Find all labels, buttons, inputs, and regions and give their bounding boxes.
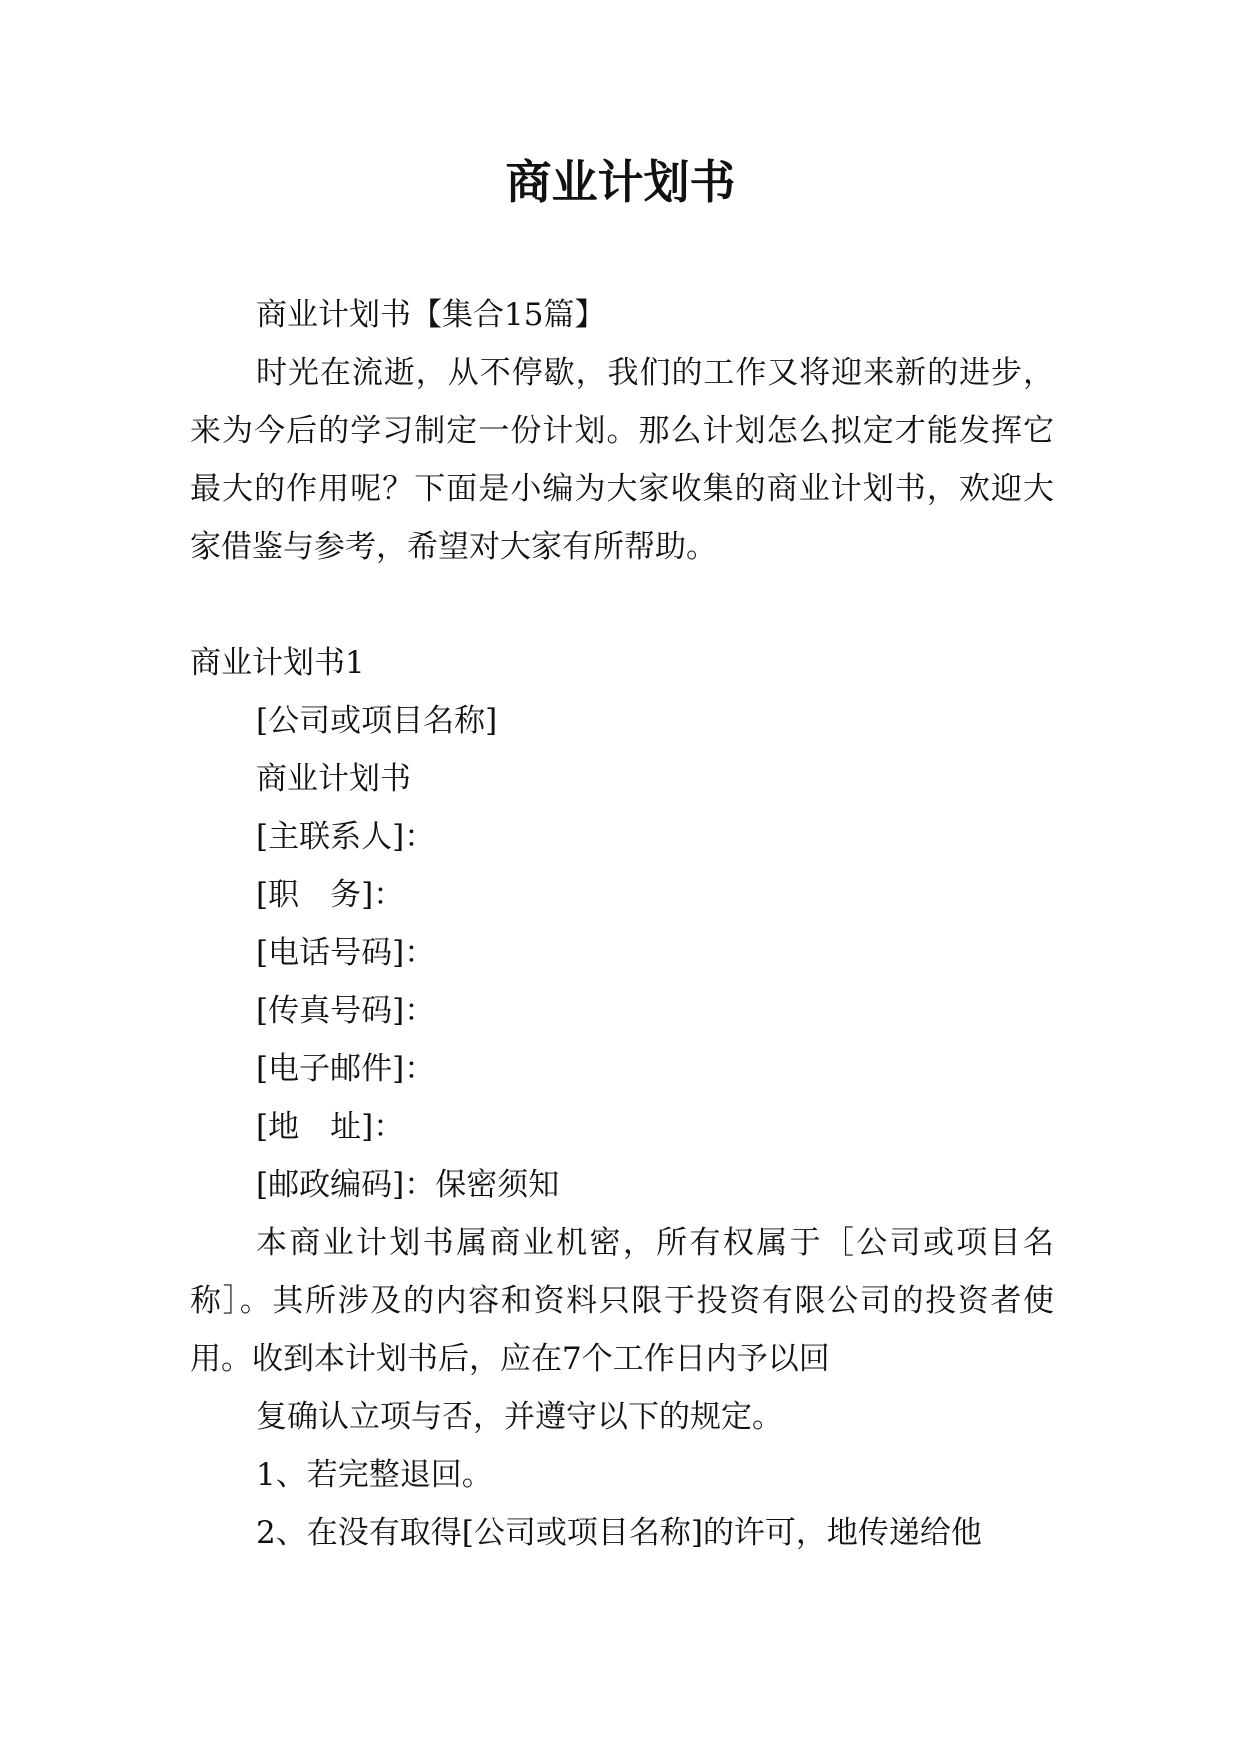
doc-label: 商业计划书 [256, 761, 411, 797]
company-name-placeholder: [公司或项目名称] [256, 703, 498, 739]
field-email: [电子邮件]： [256, 1051, 436, 1087]
confirm-line: 复确认立项与否，并遵守以下的规定。 [256, 1399, 783, 1435]
field-phone: [电话号码]： [256, 935, 436, 971]
field-position: [职 务]： [256, 877, 405, 913]
intro-subtitle: 商业计划书【集合15篇】 [256, 297, 606, 333]
field-contact: [主联系人]： [256, 819, 436, 855]
document-body [190, 286, 1054, 1562]
section-heading: 商业计划书1 [190, 645, 365, 681]
section-spacer [190, 576, 1054, 634]
field-address: [地 址]： [256, 1109, 405, 1145]
rule-item: 2、在没有取得[公司或项目名称]的许可，地传递给他 [256, 1515, 982, 1551]
intro-paragraph: 时光在流逝，从不停歇，我们的工作又将迎来新的进步，来为今后的学习制定一份计划。那么计划怎么拟定才能发挥它最大的作用呢？下面是小编为大家收集的商业计划书，欢迎大家借鉴与参考，希望对大家有所帮助。 [190, 355, 1054, 565]
confidential-paragraph: 本商业计划书属商业机密，所有权属于［公司或项目名称］。其所涉及的内容和资料只限于投资有限公司的投资者使用。收到本计划书后，应在7个工作日内予以回 [190, 1225, 1054, 1377]
rule-item: 1、若完整退回。 [256, 1457, 493, 1493]
document-title: 商业计划书 [505, 155, 736, 209]
field-postcode: [邮政编码]：保密须知 [256, 1167, 560, 1203]
field-fax: [传真号码]： [256, 993, 436, 1029]
